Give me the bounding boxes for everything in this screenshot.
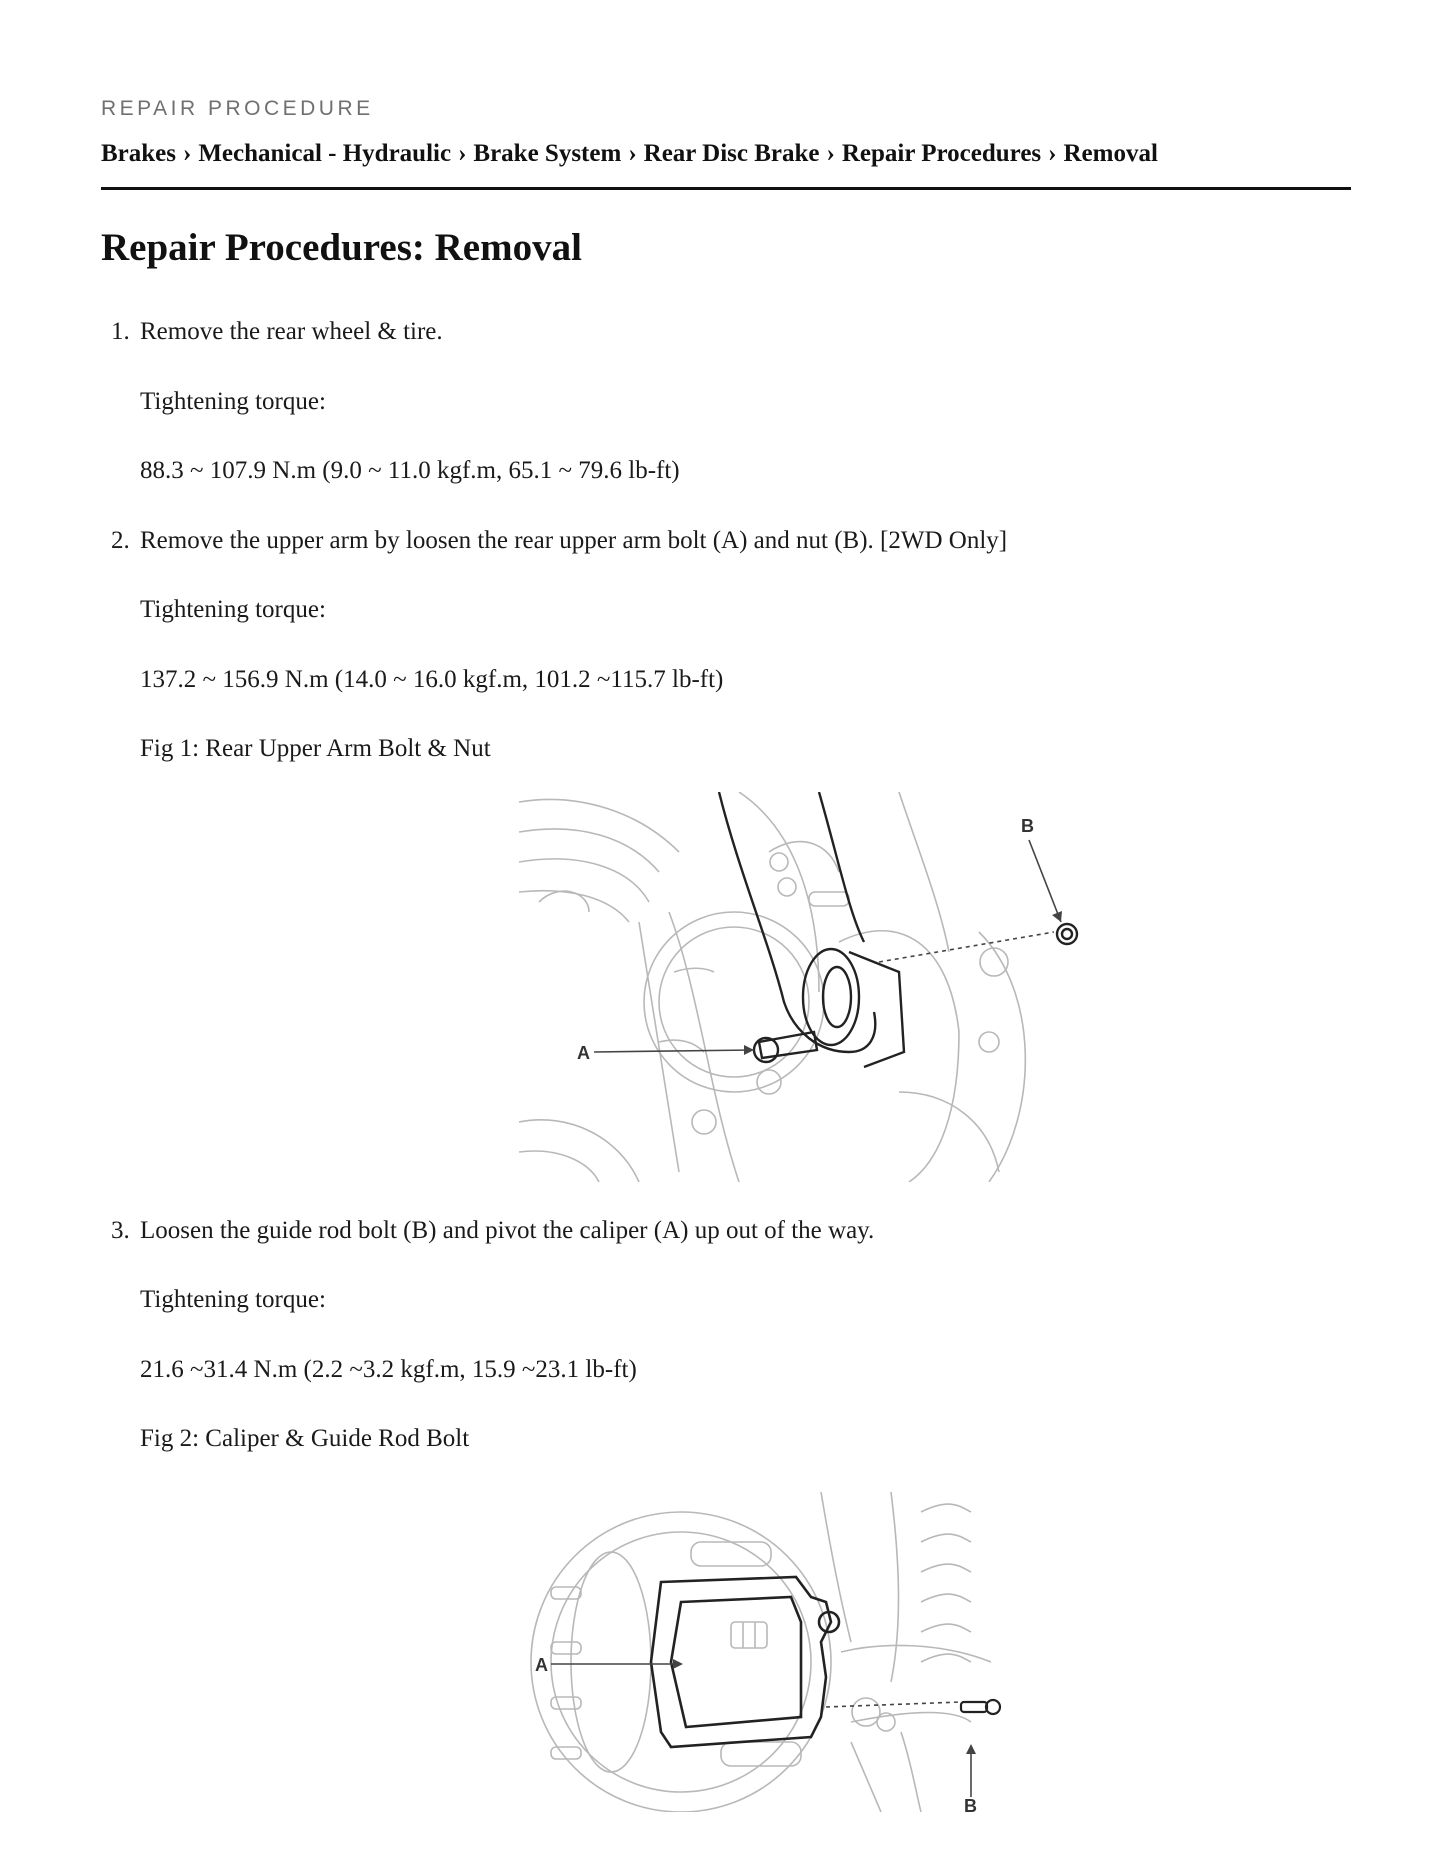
step-1-text: Remove the rear wheel & tire.: [140, 318, 443, 345]
figure-2-caption: Fig 2: Caliper & Guide Rod Bolt: [140, 1425, 470, 1452]
step-1-torque-label: Tightening torque:: [140, 388, 326, 415]
breadcrumb-separator: ›: [1048, 140, 1057, 167]
step-3-text: Loosen the guide rod bolt (B) and pivot the caliper (A) up out of the way.: [140, 1217, 875, 1244]
section-kicker: REPAIR PROCEDURE: [101, 97, 374, 120]
step-3-number: 3.: [111, 1217, 130, 1244]
breadcrumb-item-brakes[interactable]: Brakes: [101, 140, 176, 167]
figure-1-caption: Fig 1: Rear Upper Arm Bolt & Nut: [140, 735, 491, 762]
step-1-number: 1.: [111, 318, 130, 345]
step-3-torque-label: Tightening torque:: [140, 1286, 326, 1313]
figure-1-callout-a: A: [577, 1043, 590, 1063]
breadcrumb-item-brake-system[interactable]: Brake System: [473, 140, 622, 167]
figure-2-callout-a: A: [535, 1655, 548, 1675]
figure-2-caliper-illustration: [521, 1492, 1081, 1812]
step-1-torque-value: 88.3 ~ 107.9 N.m (9.0 ~ 11.0 kgf.m, 65.1 ~ 79.6 lb-ft): [140, 457, 680, 484]
figure-1-callout-b: B: [1021, 816, 1034, 836]
step-3-torque-value: 21.6 ~31.4 N.m (2.2 ~3.2 kgf.m, 15.9 ~23.1 lb-ft): [140, 1356, 637, 1383]
breadcrumb-separator: ›: [183, 140, 192, 167]
step-2-text: Remove the upper arm by loosen the rear upper arm bolt (A) and nut (B). [2WD Only]: [140, 527, 1008, 554]
header-divider: [101, 187, 1351, 190]
breadcrumb-item-repair-procedures[interactable]: Repair Procedures: [841, 140, 1042, 167]
figure-2-callout-b: B: [964, 1796, 977, 1812]
breadcrumb-separator: ›: [826, 140, 835, 167]
page-title: Repair Procedures: Removal: [101, 226, 582, 269]
breadcrumb-separator: ›: [628, 140, 637, 167]
breadcrumb-item-rear-disc-brake[interactable]: Rear Disc Brake: [643, 140, 820, 167]
step-2-torque-label: Tightening torque:: [140, 596, 326, 623]
breadcrumb-item-mechanical-hydraulic[interactable]: Mechanical - Hydraulic: [198, 140, 452, 167]
breadcrumb: [101, 140, 1158, 168]
breadcrumb-separator: ›: [458, 140, 467, 167]
step-2-torque-value: 137.2 ~ 156.9 N.m (14.0 ~ 16.0 kgf.m, 101.2 ~115.7 lb-ft): [140, 666, 724, 693]
figure-1-upper-arm-illustration: [519, 792, 1079, 1182]
breadcrumb-item-removal[interactable]: Removal: [1063, 140, 1158, 167]
step-2-number: 2.: [111, 527, 130, 554]
